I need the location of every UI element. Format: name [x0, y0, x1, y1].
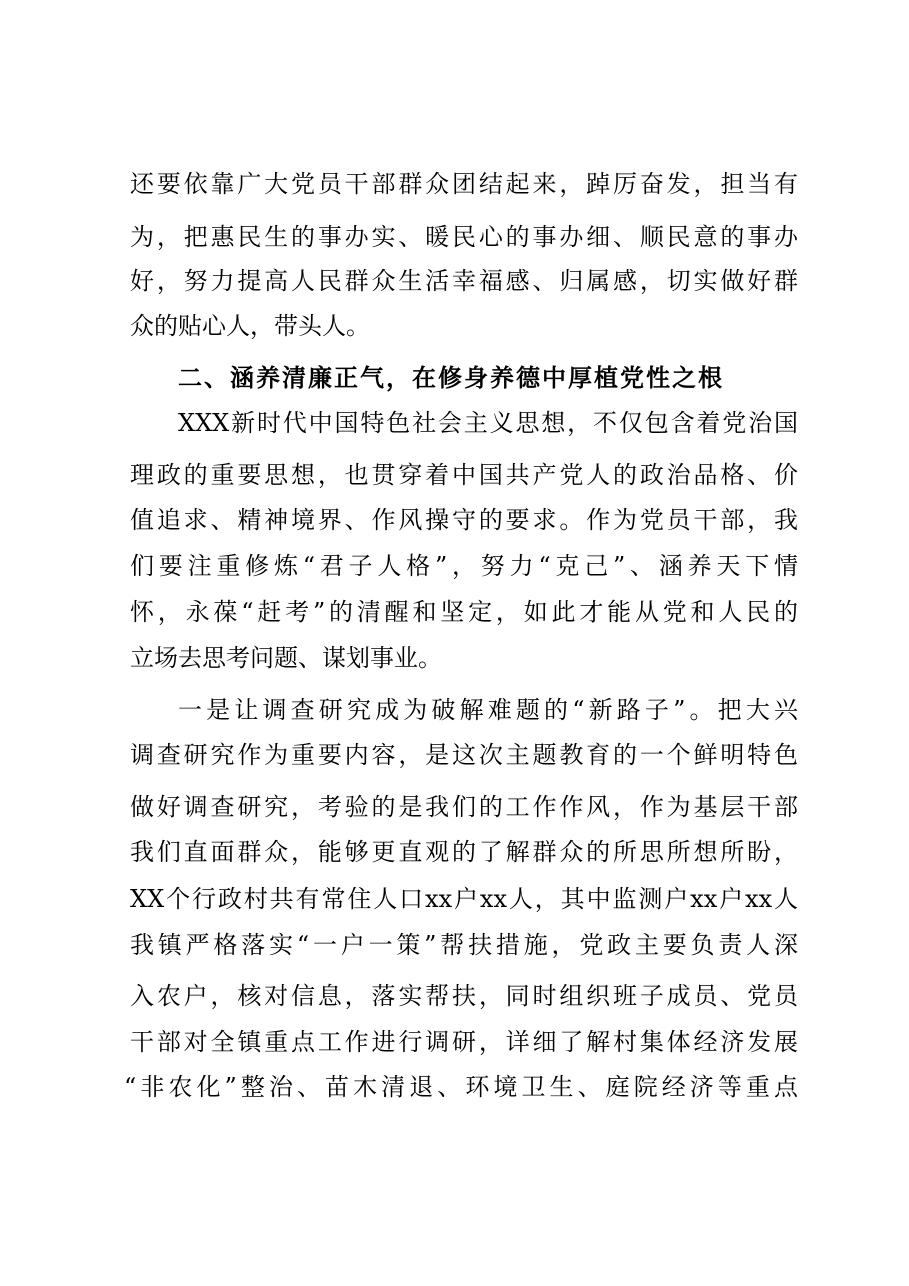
paragraph-line: 入农户，核对信息，落实帮扶，同时组织班子成员、党员 — [130, 982, 798, 1010]
section-heading: 二、涵养清廉正气，在修身养德中厚植党性之根 — [178, 364, 724, 392]
paragraph-line: 调查研究作为重要内容，是这次主题教育的一个鲜明特色 — [130, 741, 798, 769]
paragraph-line: 为，把惠民生的事办实、暖民心的事办细、顺民意的事办 — [130, 223, 798, 251]
paragraph-line: 一是让调查研究成为破解难题的“新路子”。把大兴 — [178, 696, 798, 724]
paragraph-line: XXX新时代中国特色社会主义思想，不仅包含着党治国 — [178, 409, 798, 437]
paragraph-line: 立场去思考问题、谋划事业。 — [130, 644, 442, 672]
paragraph-line: 好，努力提高人民群众生活幸福感、归属感，切实做好群 — [130, 267, 798, 295]
paragraph-line: 干部对全镇重点工作进行调研，详细了解村集体经济发展 — [130, 1028, 798, 1056]
paragraph-line: 我镇严格落实“一户一策”帮扶措施，党政主要负责人深 — [130, 931, 798, 959]
paragraph-line: 我们直面群众，能够更直观的了解群众的所思所想所盼， — [130, 838, 798, 866]
paragraph-line: 众的贴心人，带头人。 — [130, 312, 370, 340]
paragraph-line: “非农化”整治、苗木清退、环境卫生、庭院经济等重点 — [124, 1073, 798, 1101]
paragraph-line: 怀，永葆“赶考”的清醒和坚定，如此才能从党和人民的 — [130, 598, 798, 626]
paragraph-line: XX个行政村共有常住人口xx户xx人，其中监测户xx户xx人 — [130, 885, 798, 913]
paragraph-line: 值追求、精神境界、作风操守的要求。作为党员干部，我 — [130, 506, 798, 534]
paragraph-line: 做好调查研究，考验的是我们的工作作风，作为基层干部 — [130, 793, 798, 821]
paragraph-line: 还要依靠广大党员干部群众团结起来，踔厉奋发，担当有 — [130, 170, 798, 198]
paragraph-line: 们要注重修炼“君子人格”，努力“克己”、涵养天下情 — [130, 552, 798, 580]
paragraph-line: 理政的重要思想，也贯穿着中国共产党人的政治品格、价 — [130, 461, 798, 489]
